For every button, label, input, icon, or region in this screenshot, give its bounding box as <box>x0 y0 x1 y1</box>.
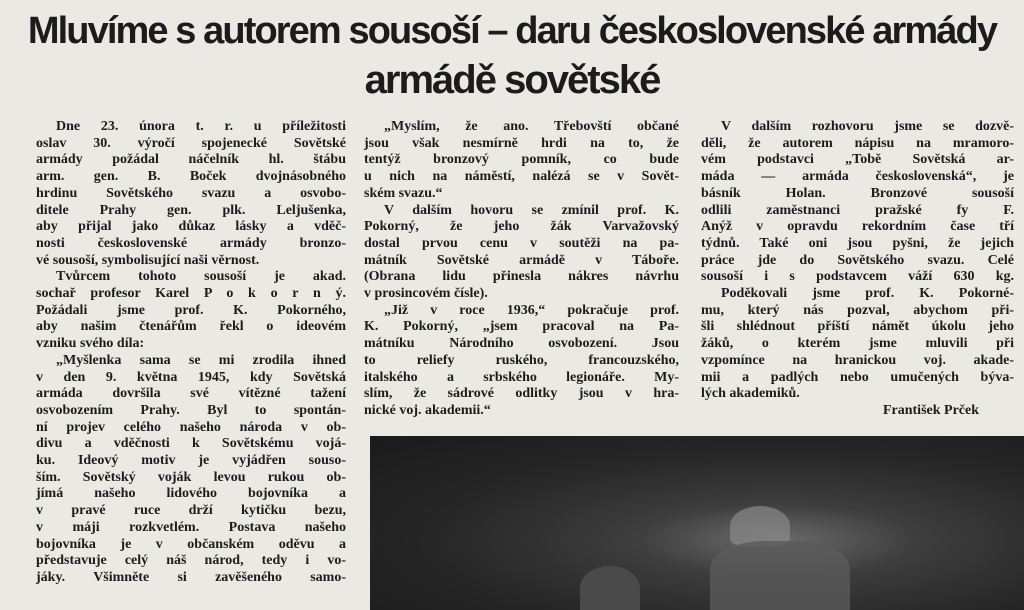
text-line: arm. gen. B. Boček dvojnásobného <box>36 169 346 185</box>
headline-line-2 <box>24 58 1000 103</box>
text-line: ní projev celého našeho národa v ob- <box>36 419 346 435</box>
text-line: žáků, o kterém jsme mluvili při <box>701 336 1014 352</box>
text-line: armáda dovršila své vítězné tažení <box>36 386 346 402</box>
text-line: týdnů. Také oni jsou pyšni, že jejich <box>701 235 1014 251</box>
text-line: vé sousoší, symbolisující naši věrnost. <box>36 252 260 268</box>
headline-line-1 <box>24 10 1000 53</box>
article-column-2 <box>364 119 679 420</box>
text-line: „Myšlenka sama se mi zrodila ihned <box>56 352 346 368</box>
text-line: mátník Sovětské armádě v Táboře. <box>364 252 679 268</box>
text-line: hrdinu Sovětského svazu a osvobo- <box>36 185 346 201</box>
text-line: ském svazu.“ <box>364 185 443 201</box>
text-line: osvobozením Prahy. Byl to spontán- <box>36 402 346 418</box>
text-line: nosti československé armády bronzo- <box>36 235 346 251</box>
text-line: oslav 30. výročí spojenecké Sovětské <box>36 135 346 151</box>
text-line: tentýž bronzový pomník, co bude <box>364 152 679 168</box>
text-line: to reliefy ruského, francouzského, <box>364 352 679 368</box>
text-line: divu a vděčnosti k Sovětskému vojá- <box>36 436 346 452</box>
article-column-3 <box>701 119 1014 420</box>
text-line: odlili zaměstnanci pražské fy F. <box>701 202 1014 218</box>
text-line: Anýž v opravdu rekordním čase tří <box>701 219 1014 235</box>
text-line: „Již v roce 1936,“ pokračuje prof. <box>384 302 679 318</box>
text-line: šli shlédnout příští námět úkolu jeho <box>701 319 1014 335</box>
text-line: slím, že sádrové odlitky jsou v hra- <box>364 386 679 402</box>
text-line: v den 9. května 1945, kdy Sovětská <box>36 369 346 385</box>
text-line: (Obrana lidu přinesla nákres návrhu <box>364 269 679 285</box>
text-line: mu, který nás pozval, abychom při- <box>701 302 1014 318</box>
text-line: aby přijal jako důkaz lásky a vděč- <box>36 219 346 235</box>
text-line: máda — armáda československá“, je <box>701 169 1014 185</box>
text-line: básník Holan. Bronzové sousoší <box>701 185 1014 201</box>
text-line: práce jde do Sovětského svazu. Celé <box>701 252 1014 268</box>
photo-figure-shadow <box>580 566 640 610</box>
text-line: v prosincovém čísle). <box>364 286 488 302</box>
article-column-1 <box>36 119 346 587</box>
headline-text: Mluvíme s autorem sousoší – daru československé armády <box>27 10 997 52</box>
text-line: vém podstavci „Tobě Sovětská ar- <box>701 152 1014 168</box>
text-line: děli, že autorem nápisu na mramoro- <box>701 135 1014 151</box>
text-line: lých akademiků. <box>701 386 800 402</box>
text-line: aby našim čtenářům řekl o ideovém <box>36 319 346 335</box>
text-line: jímá našeho lidového bojovníka a <box>36 486 346 502</box>
text-line: vzniku svého díla: <box>36 336 145 352</box>
text-line: představuje celý náš národ, tedy i vo- <box>36 553 346 569</box>
text-line: italského a srbského legionáře. My- <box>364 369 679 385</box>
text-line: mii a padlých nebo umučených býva- <box>701 369 1014 385</box>
sculpture-photo <box>370 436 1024 610</box>
text-line: v pravé ruce drží kytičku bezu, <box>36 503 346 519</box>
text-line: vzpomínce na hranickou voj. akade- <box>701 352 1014 368</box>
text-line: mátníku Národního osvobození. Jsou <box>364 336 679 352</box>
text-line: ditele Prahy gen. plk. Leljušenka, <box>36 202 346 218</box>
text-line: jáky. Všimněte si zavěšeného samo- <box>36 569 346 585</box>
text-line: Tvůrcem tohoto sousoší je akad. <box>56 269 346 285</box>
text-line: armády požádal náčelník hl. štábu <box>36 152 346 168</box>
text-line: Požádali jsme prof. K. Pokorného, <box>36 302 346 318</box>
text-line: Dne 23. února t. r. u příležitosti <box>56 119 346 134</box>
text-line: bojovníka je v občanském oděvu a <box>36 536 346 552</box>
text-line: „Myslím, že ano. Třebovští občané <box>384 119 679 134</box>
text-line: nické voj. akademii.“ <box>364 402 491 418</box>
text-line: v máji rozkvetlém. Postava našeho <box>36 519 346 535</box>
text-line: u nich na náměstí, nalézá se v Sovět- <box>364 169 679 185</box>
text-line: dostal prvou cenu v soutěži na pa- <box>364 235 679 251</box>
photo-figure-body <box>710 541 850 610</box>
text-line: V dalším rozhovoru jsme se dozvě- <box>721 119 1014 134</box>
text-line: Poděkovali jsme prof. K. Pokorné- <box>721 286 1014 302</box>
text-line: sochař profesor Karel P o k o r n ý. <box>36 286 346 302</box>
headline-text: armádě sovětské <box>364 58 660 102</box>
text-line: K. Pokorný, „jsem pracoval na Pa- <box>364 319 679 335</box>
text-line: ku. Ideový motiv je vyjádřen souso- <box>36 453 346 469</box>
text-line: jsou však nesmírně hrdi na to, že <box>364 135 679 151</box>
text-line: V dalším hovoru se zmínil prof. K. <box>384 202 679 218</box>
text-line: sousoší i s podstavcem váží 630 kg. <box>701 269 1014 285</box>
photo-figure-head <box>730 506 790 546</box>
text-line: Pokorný, že jeho žák Varvažovský <box>364 219 679 235</box>
author-signature: František Prček <box>882 402 979 418</box>
text-line: ším. Sovětský voják levou rukou ob- <box>36 469 346 485</box>
